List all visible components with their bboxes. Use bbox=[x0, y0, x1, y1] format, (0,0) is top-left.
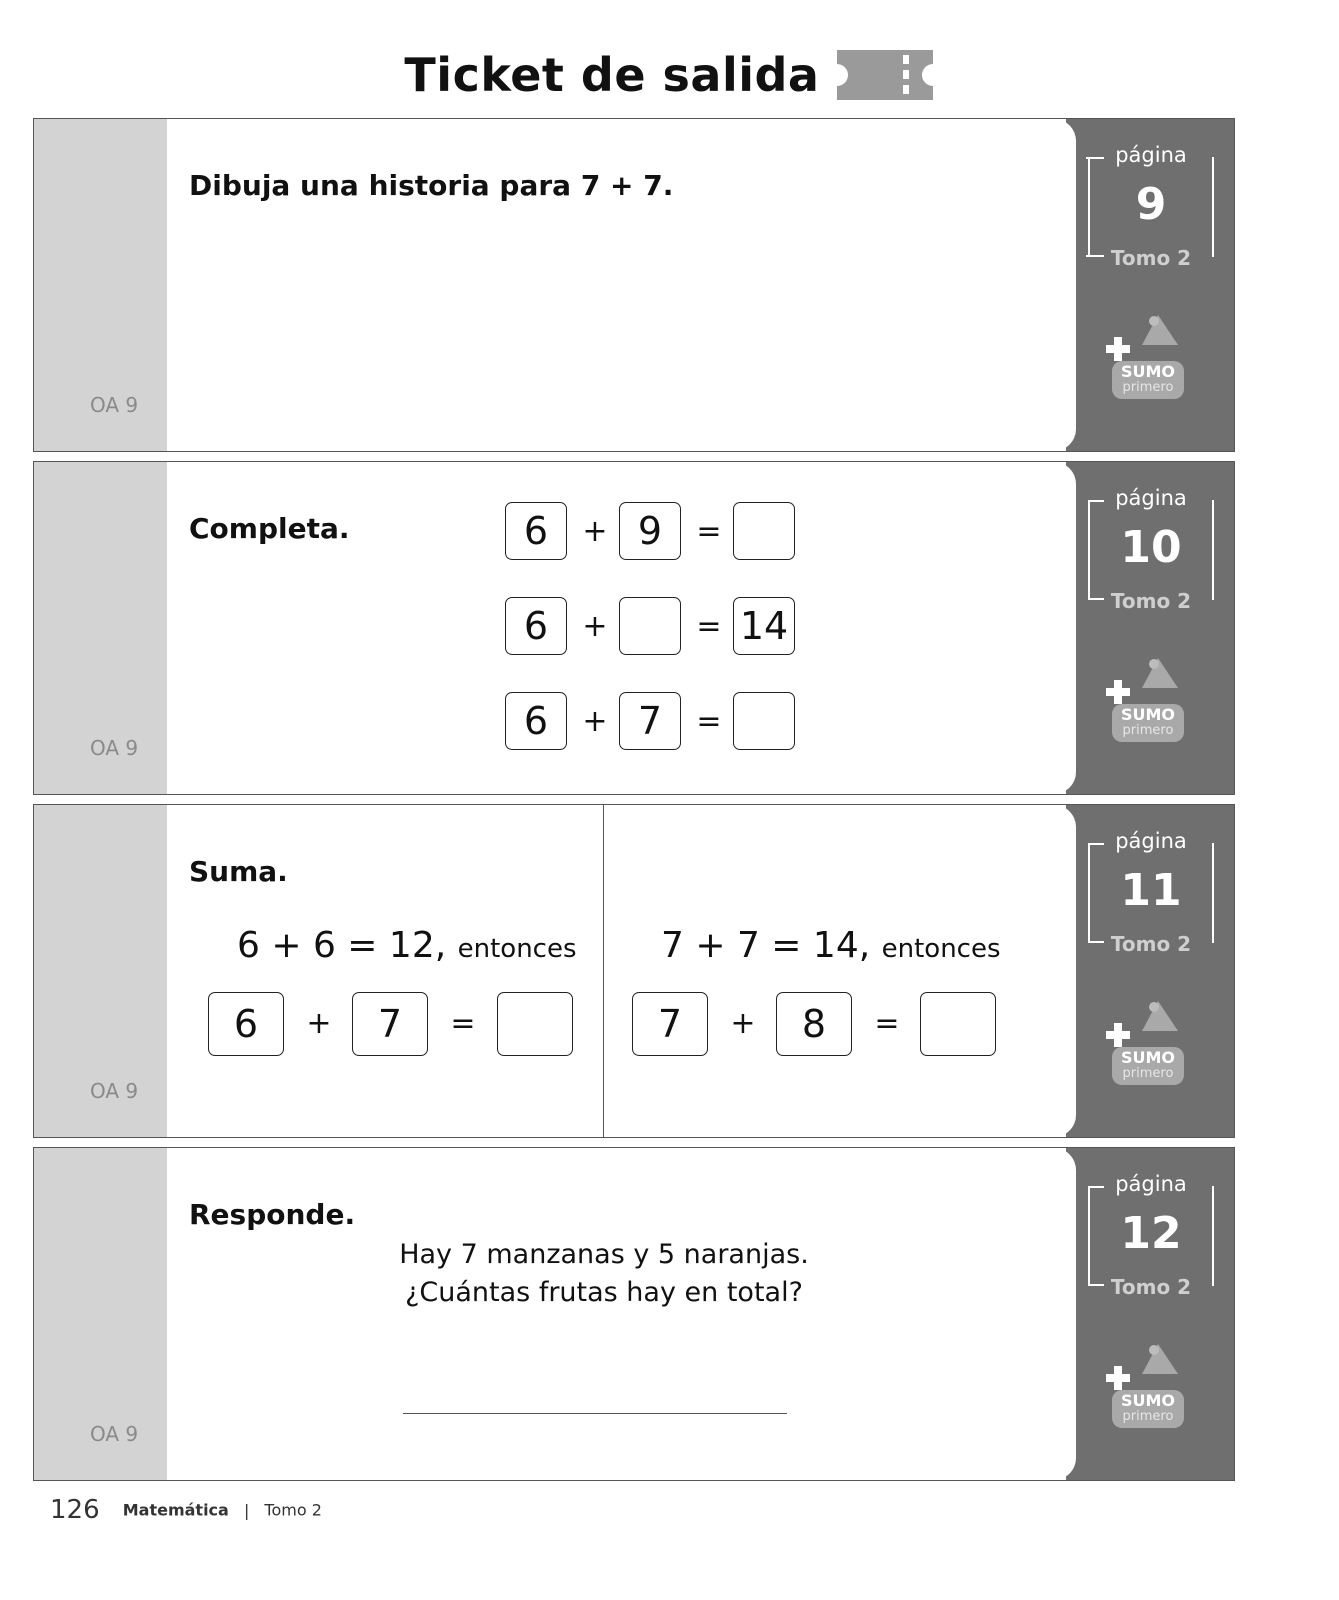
answer-box[interactable] bbox=[733, 692, 795, 750]
page-label: página bbox=[1115, 486, 1187, 510]
ticket-right-tab bbox=[1066, 462, 1234, 794]
equals-sign: = bbox=[696, 704, 722, 739]
page-title: Ticket de salida bbox=[404, 48, 820, 102]
hint-text: 7 + 7 = 14, bbox=[661, 925, 871, 966]
logo-badge bbox=[1112, 704, 1184, 742]
footer-volume: Tomo 2 bbox=[264, 1500, 322, 1520]
addend-box: 6 bbox=[505, 692, 567, 750]
plus-sign: + bbox=[582, 704, 608, 739]
instruction-text: Completa. bbox=[189, 512, 350, 545]
instruction-text: Dibuja una historia para 7 + 7. bbox=[189, 169, 674, 202]
ticket-page-11 bbox=[33, 804, 1235, 1138]
footer-page-number: 126 bbox=[50, 1495, 100, 1525]
page-footer bbox=[50, 1495, 322, 1525]
ticket-edge bbox=[1054, 462, 1076, 794]
answer-line[interactable] bbox=[403, 1413, 787, 1414]
page-number: 12 bbox=[1120, 1208, 1182, 1259]
question-line-2: ¿Cuántas frutas hay en total? bbox=[405, 1277, 803, 1308]
ticket-right-tab bbox=[1066, 119, 1234, 451]
logo-badge bbox=[1112, 361, 1184, 399]
question-line-1: Hay 7 manzanas y 5 naranjas. bbox=[399, 1239, 809, 1270]
equals-sign: = bbox=[696, 609, 722, 644]
logo-text-primero: primero bbox=[1122, 380, 1174, 395]
logo-text-primero: primero bbox=[1122, 723, 1174, 738]
ticket-right-tab bbox=[1066, 805, 1234, 1137]
logo-badge bbox=[1112, 1390, 1184, 1428]
oa-label: OA 9 bbox=[90, 393, 139, 417]
hint-equation-left bbox=[237, 925, 577, 966]
addend-box: 9 bbox=[619, 502, 681, 560]
sumo-primero-logo bbox=[1106, 309, 1196, 409]
answer-box[interactable] bbox=[733, 502, 795, 560]
volume-label: Tomo 2 bbox=[1110, 932, 1192, 956]
volume-label: Tomo 2 bbox=[1110, 246, 1192, 270]
page-title-area bbox=[0, 48, 1339, 102]
ticket-left-tab bbox=[34, 119, 167, 451]
ticket-left-tab bbox=[34, 805, 167, 1137]
ticket-edge bbox=[1054, 119, 1076, 451]
answer-box[interactable] bbox=[497, 992, 573, 1056]
answer-box[interactable] bbox=[619, 597, 681, 655]
logo-text-sumo: SUMO bbox=[1120, 362, 1176, 381]
plus-triangle-icon bbox=[1106, 309, 1196, 369]
page-number: 10 bbox=[1120, 522, 1182, 573]
page-number: 11 bbox=[1120, 865, 1182, 916]
hint-equation-right bbox=[661, 925, 1001, 966]
logo-text-sumo: SUMO bbox=[1120, 1391, 1176, 1410]
sumo-primero-logo bbox=[1106, 652, 1196, 752]
logo-text-primero: primero bbox=[1122, 1066, 1174, 1081]
addend-box: 6 bbox=[505, 597, 567, 655]
plus-sign: + bbox=[730, 1006, 756, 1041]
equals-sign: = bbox=[450, 1006, 476, 1041]
footer-separator: | bbox=[243, 1500, 250, 1520]
plus-triangle-icon bbox=[1106, 1338, 1196, 1398]
oa-label: OA 9 bbox=[90, 736, 139, 760]
logo-badge bbox=[1112, 1047, 1184, 1085]
page-reference bbox=[1088, 829, 1214, 956]
addend-box: 8 bbox=[776, 992, 852, 1056]
ticket-page-9 bbox=[33, 118, 1235, 452]
plus-triangle-icon bbox=[1106, 995, 1196, 1055]
addend-box: 7 bbox=[632, 992, 708, 1056]
addend-box: 7 bbox=[352, 992, 428, 1056]
page-label: página bbox=[1115, 1172, 1187, 1196]
ticket-left-tab bbox=[34, 462, 167, 794]
plus-sign: + bbox=[306, 1006, 332, 1041]
hint-word: entonces bbox=[457, 934, 577, 964]
hint-word: entonces bbox=[881, 934, 1001, 964]
ticket-edge bbox=[1054, 805, 1076, 1137]
instruction-text: Suma. bbox=[189, 855, 288, 888]
logo-text-primero: primero bbox=[1122, 1409, 1174, 1424]
addend-box: 6 bbox=[505, 502, 567, 560]
ticket-left-tab bbox=[34, 1148, 167, 1480]
page-reference bbox=[1088, 486, 1214, 613]
oa-label: OA 9 bbox=[90, 1422, 139, 1446]
sumo-primero-logo bbox=[1106, 995, 1196, 1095]
page-label: página bbox=[1115, 829, 1187, 853]
addend-box: 6 bbox=[208, 992, 284, 1056]
word-problem bbox=[354, 1236, 854, 1312]
plus-sign: + bbox=[582, 609, 608, 644]
addend-box: 7 bbox=[619, 692, 681, 750]
logo-text-sumo: SUMO bbox=[1120, 705, 1176, 724]
column-divider bbox=[603, 805, 604, 1137]
logo-text-sumo: SUMO bbox=[1120, 1048, 1176, 1067]
page-label: página bbox=[1115, 143, 1187, 167]
volume-label: Tomo 2 bbox=[1110, 1275, 1192, 1299]
oa-label: OA 9 bbox=[90, 1079, 139, 1103]
plus-triangle-icon bbox=[1106, 652, 1196, 712]
page-number: 9 bbox=[1135, 179, 1167, 230]
result-box: 14 bbox=[733, 597, 795, 655]
volume-label: Tomo 2 bbox=[1110, 589, 1192, 613]
page-reference bbox=[1088, 143, 1214, 270]
ticket-right-tab bbox=[1066, 1148, 1234, 1480]
footer-subject: Matemática bbox=[122, 1500, 229, 1520]
equals-sign: = bbox=[874, 1006, 900, 1041]
ticket-edge bbox=[1054, 1148, 1076, 1480]
hint-text: 6 + 6 = 12, bbox=[237, 925, 447, 966]
plus-sign: + bbox=[582, 514, 608, 549]
page-reference bbox=[1088, 1172, 1214, 1299]
equals-sign: = bbox=[696, 514, 722, 549]
instruction-text: Responde. bbox=[189, 1198, 356, 1231]
sumo-primero-logo bbox=[1106, 1338, 1196, 1438]
ticket-page-12 bbox=[33, 1147, 1235, 1481]
ticket-page-10 bbox=[33, 461, 1235, 795]
ticket-icon bbox=[835, 50, 935, 100]
answer-box[interactable] bbox=[920, 992, 996, 1056]
